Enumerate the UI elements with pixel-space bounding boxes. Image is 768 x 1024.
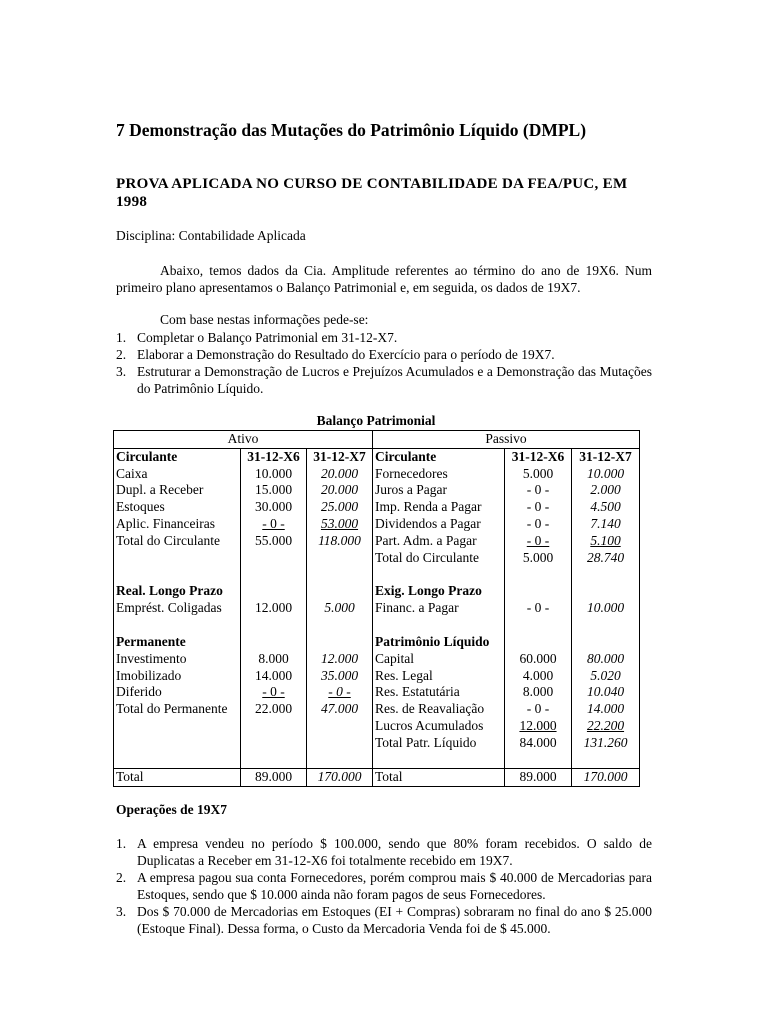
list-item-number: 1.	[116, 836, 127, 851]
balance-sheet-table	[113, 430, 640, 787]
ativo-x7-value: 5.000	[307, 600, 373, 617]
passivo-x6-value: 5.000	[505, 550, 572, 567]
passivo-label: Juros a Pagar	[373, 482, 505, 499]
ativo-x7-header: 31-12-X7	[307, 448, 373, 465]
passivo-x7-value: 14.000	[572, 701, 640, 718]
passivo-label: Total Patr. Líquido	[373, 735, 505, 752]
passivo-label: Res. Estatutária	[373, 684, 505, 701]
table-row	[114, 701, 640, 718]
ativo-x7-value: - 0 -	[307, 684, 373, 701]
ativo-label: Total do Circulante	[114, 533, 241, 550]
passivo-x7-value: 10.000	[572, 466, 640, 483]
passivo-x6-value: - 0 -	[505, 482, 572, 499]
ativo-x7-value: 12.000	[307, 651, 373, 668]
ativo-label: Emprést. Coligadas	[114, 600, 241, 617]
passivo-x7-value: 22.200	[572, 718, 640, 735]
table-header-row	[114, 431, 640, 449]
list-item-number: 2.	[116, 347, 127, 362]
passivo-x7-value: 10.000	[572, 600, 640, 617]
passivo-x6-value: - 0 -	[505, 499, 572, 516]
list-item-number: 3.	[116, 364, 127, 379]
ativo-x7-value	[307, 634, 373, 651]
ativo-header: Ativo	[114, 431, 373, 449]
table-row	[114, 583, 640, 600]
passivo-x7-value: 2.000	[572, 482, 640, 499]
table-row	[114, 634, 640, 651]
list-item	[116, 346, 652, 363]
ativo-x6-value	[241, 550, 307, 567]
passivo-x6-value: 84.000	[505, 735, 572, 752]
passivo-x6-value: 12.000	[505, 718, 572, 735]
ativo-x6-value	[241, 735, 307, 752]
passivo-x7-value: 80.000	[572, 651, 640, 668]
passivo-x6-value: 8.000	[505, 684, 572, 701]
ativo-x6-value: 14.000	[241, 668, 307, 685]
table-row	[114, 668, 640, 685]
passivo-x7-value: 131.260	[572, 735, 640, 752]
table-row	[114, 466, 640, 483]
passivo-x7-value: 7.140	[572, 516, 640, 533]
ativo-x6-value: 89.000	[241, 769, 307, 787]
ativo-x6-value	[241, 634, 307, 651]
ativo-label: Dupl. a Receber	[114, 482, 241, 499]
ativo-label: Circulante	[114, 448, 241, 465]
ativo-x6-value	[241, 583, 307, 600]
list-item-number: 2.	[116, 870, 127, 885]
table-row	[114, 516, 640, 533]
list-item-text: Dos $ 70.000 de Mercadorias em Estoques (EI + Compras) sobraram no final do ano $ 25.000 (Estoque Final). Dessa forma, o Custo da Mercadoria Venda foi de $ 45.000.	[137, 904, 652, 936]
ativo-label	[114, 735, 241, 752]
table-row	[114, 566, 640, 583]
ativo-x6-value: 10.000	[241, 466, 307, 483]
ativo-label: Caixa	[114, 466, 241, 483]
passivo-label: Capital	[373, 651, 505, 668]
passivo-x7-value	[572, 583, 640, 600]
passivo-x6-value: - 0 -	[505, 701, 572, 718]
subtitle-line-2: 1998	[116, 194, 148, 210]
passivo-x6-value: - 0 -	[505, 533, 572, 550]
list-item-number: 1.	[116, 330, 127, 345]
ativo-x7-value: 53.000	[307, 516, 373, 533]
ativo-x6-value: 55.000	[241, 533, 307, 550]
ativo-x7-value	[307, 735, 373, 752]
request-intro: Com base nestas informações pede-se:	[160, 312, 369, 327]
passivo-label: Res. de Reavaliação	[373, 701, 505, 718]
ativo-x6-value: 8.000	[241, 651, 307, 668]
ativo-x6-value: 30.000	[241, 499, 307, 516]
passivo-x7-value: 170.000	[572, 769, 640, 787]
ativo-x6-value: - 0 -	[241, 684, 307, 701]
passivo-x6-value	[505, 583, 572, 600]
ativo-x7-value	[307, 550, 373, 567]
ativo-x7-value: 25.000	[307, 499, 373, 516]
passivo-x6-value: - 0 -	[505, 600, 572, 617]
discipline-line: Disciplina: Contabilidade Aplicada	[116, 228, 306, 243]
operations-list	[116, 835, 652, 937]
table-row	[114, 448, 640, 465]
passivo-label: Res. Legal	[373, 668, 505, 685]
ativo-x7-value: 170.000	[307, 769, 373, 787]
ativo-label: Total do Permanente	[114, 701, 241, 718]
passivo-label: Total do Circulante	[373, 550, 505, 567]
passivo-label: Exig. Longo Prazo	[373, 583, 505, 600]
passivo-x7-value: 10.040	[572, 684, 640, 701]
passivo-x7-value: 28.740	[572, 550, 640, 567]
list-item	[116, 869, 652, 903]
passivo-x7-header: 31-12-X7	[572, 448, 640, 465]
ativo-label: Permanente	[114, 634, 241, 651]
passivo-label: Patrimônio Líquido	[373, 634, 505, 651]
ativo-x7-value	[307, 583, 373, 600]
ativo-x6-value: 15.000	[241, 482, 307, 499]
ativo-label	[114, 550, 241, 567]
subtitle-line-1: PROVA APLICADA NO CURSO DE CONTABILIDADE DA FEA/PUC, EM	[116, 176, 628, 192]
table-row	[114, 735, 640, 752]
balance-title: Balanço Patrimonial	[316, 413, 436, 428]
ativo-label: Total	[114, 769, 241, 787]
ativo-x7-value: 35.000	[307, 668, 373, 685]
table-row	[114, 684, 640, 701]
ativo-x7-value: 118.000	[307, 533, 373, 550]
passivo-header: Passivo	[373, 431, 640, 449]
table-row	[114, 533, 640, 550]
table-row	[114, 651, 640, 668]
ativo-label: Real. Longo Prazo	[114, 583, 241, 600]
passivo-label: Part. Adm. a Pagar	[373, 533, 505, 550]
list-item	[116, 363, 652, 397]
passivo-x7-value: 4.500	[572, 499, 640, 516]
list-item-text: A empresa pagou sua conta Fornecedores, porém comprou mais $ 40.000 de Mercadorias para Estoques, sendo que $ 10.000 ainda não foram pagos de seus Fornecedores.	[137, 870, 652, 902]
list-item	[116, 903, 652, 937]
table-row	[114, 617, 640, 634]
passivo-x6-value	[505, 634, 572, 651]
passivo-label: Dividendos a Pagar	[373, 516, 505, 533]
passivo-x7-value: 5.020	[572, 668, 640, 685]
table-row	[114, 550, 640, 567]
list-item-text: A empresa vendeu no período $ 100.000, sendo que 80% foram recebidos. O saldo de Duplicatas a Receber em 31-12-X6 foi totalmente recebido em 19X7.	[137, 836, 652, 868]
ativo-x6-value: - 0 -	[241, 516, 307, 533]
list-item-text: Estruturar a Demonstração de Lucros e Prejuízos Acumulados e a Demonstração das Mutações do Patrimônio Líquido.	[137, 364, 652, 396]
passivo-x6-value: 4.000	[505, 668, 572, 685]
passivo-label: Lucros Acumulados	[373, 718, 505, 735]
operations-title: Operações de 19X7	[116, 802, 227, 817]
ativo-x6-value: 22.000	[241, 701, 307, 718]
table-row	[114, 499, 640, 516]
passivo-x6-value: 60.000	[505, 651, 572, 668]
table-row	[114, 718, 640, 735]
list-item	[116, 329, 652, 346]
request-list	[116, 329, 652, 397]
ativo-x6-value	[241, 718, 307, 735]
passivo-label: Imp. Renda a Pagar	[373, 499, 505, 516]
ativo-x7-value	[307, 718, 373, 735]
ativo-x7-value: 47.000	[307, 701, 373, 718]
passivo-label: Financ. a Pagar	[373, 600, 505, 617]
passivo-label: Total	[373, 769, 505, 787]
list-item	[116, 835, 652, 869]
passivo-label: Circulante	[373, 448, 505, 465]
list-item-text: Completar o Balanço Patrimonial em 31-12-X7.	[137, 330, 398, 345]
passivo-x6-value: - 0 -	[505, 516, 572, 533]
ativo-label: Diferido	[114, 684, 241, 701]
table-row	[114, 600, 640, 617]
passivo-x6-value: 5.000	[505, 466, 572, 483]
passivo-x7-value	[572, 634, 640, 651]
ativo-label: Estoques	[114, 499, 241, 516]
ativo-label: Aplic. Financeiras	[114, 516, 241, 533]
table-total-row	[114, 769, 640, 787]
ativo-x6-header: 31-12-X6	[241, 448, 307, 465]
list-item-text: Elaborar a Demonstração do Resultado do Exercício para o período de 19X7.	[137, 347, 555, 362]
ativo-label: Imobilizado	[114, 668, 241, 685]
ativo-x7-value: 20.000	[307, 482, 373, 499]
section-title: 7 Demonstração das Mutações do Patrimônio Líquido (DMPL)	[116, 120, 587, 140]
ativo-x7-value: 20.000	[307, 466, 373, 483]
ativo-x6-value: 12.000	[241, 600, 307, 617]
ativo-label: Investimento	[114, 651, 241, 668]
ativo-label	[114, 718, 241, 735]
passivo-x7-value: 5.100	[572, 533, 640, 550]
table-row	[114, 482, 640, 499]
list-item-number: 3.	[116, 904, 127, 919]
table-row	[114, 752, 640, 769]
intro-paragraph: Abaixo, temos dados da Cia. Amplitude referentes ao término do ano de 19X6. Num primeiro plano apresentamos o Balanço Patrimonial e, em seguida, os dados de 19X7.	[116, 263, 652, 295]
passivo-label: Fornecedores	[373, 466, 505, 483]
passivo-x6-value: 89.000	[505, 769, 572, 787]
passivo-x6-header: 31-12-X6	[505, 448, 572, 465]
